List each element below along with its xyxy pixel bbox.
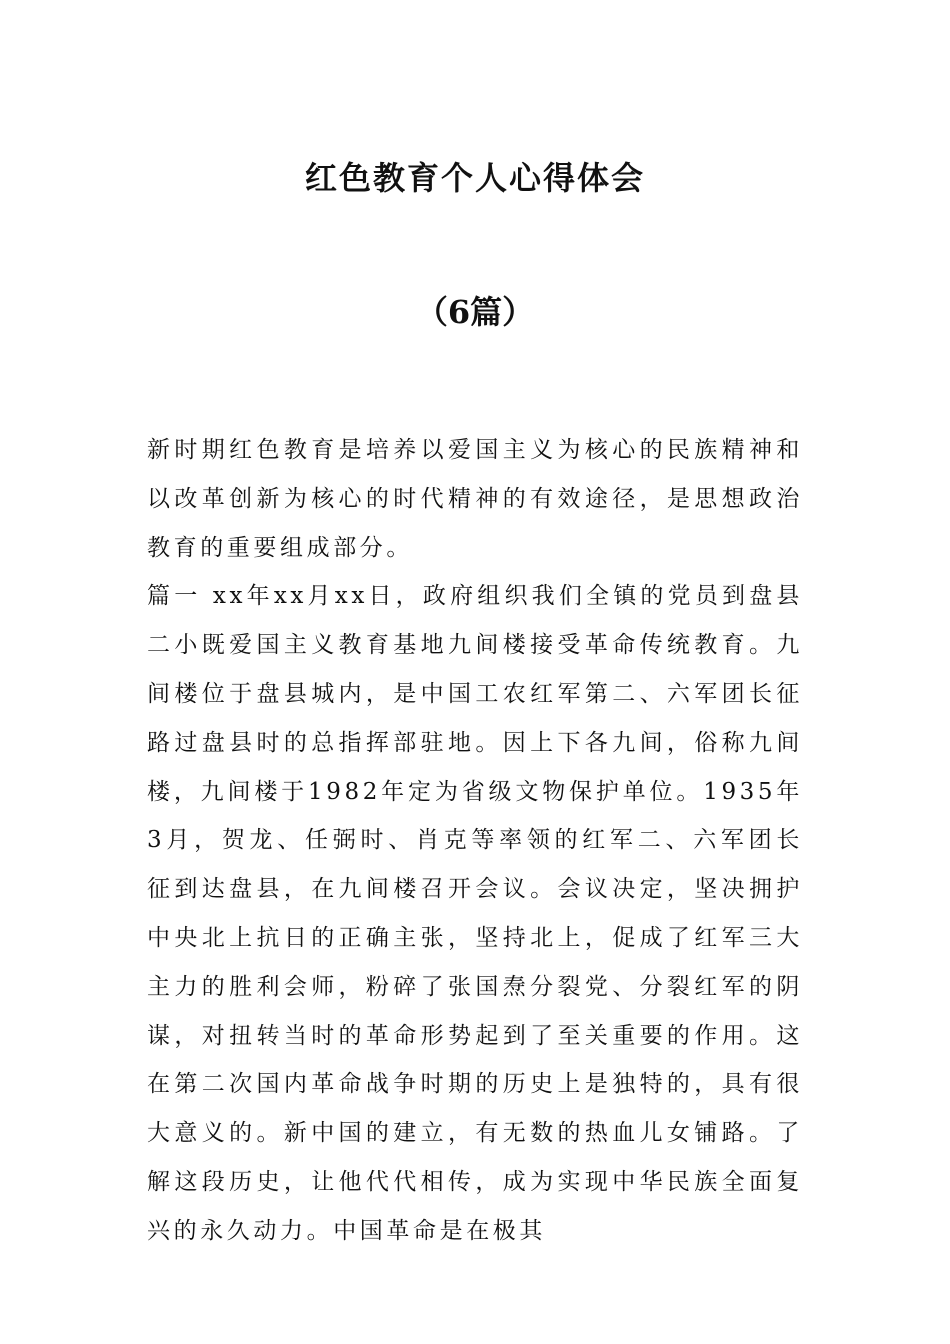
document-title: 红色教育个人心得体会 xyxy=(304,159,645,197)
article-one-paragraph: 篇一 xx年xx月xx日，政府组织我们全镇的党员到盘县二小既爱国主义教育基地九间楼接受革命传统教育。九间楼位于盘县城内，是中国工农红军第二、六军团长征路过盘县时的总指挥部驻地。因上下各九间，俗称九间楼，九间楼于1982年定为省级文物保护单位。1935年3月，贺龙、任弼时、肖克等率领的红军二、六军团长征到达盘县，在九间楼召开会议。会议决定，坚决拥护中央北上抗日的正确主张，坚持北上，促成了红军三大主力的胜利会师，粉碎了张国焘分裂党、分裂红军的阴谋，对扭转当时的革命形势起到了至关重要的作用。这在第二次国内革命战争时期的历史上是独特的，具有很大意义的。新中国的建立，有无数的热血儿女铺路。了解这段历史，让他代代相传，成为实现中华民族全面复兴的永久动力。中国革命是在极其 xyxy=(147,583,803,1244)
document-body xyxy=(147,426,803,1256)
document-subtitle: （6篇） xyxy=(415,293,535,331)
intro-paragraph: 新时期红色教育是培养以爱国主义为核心的民族精神和以改革创新为核心的时代精神的有效途径，是思想政治教育的重要组成部分。 xyxy=(147,437,803,561)
